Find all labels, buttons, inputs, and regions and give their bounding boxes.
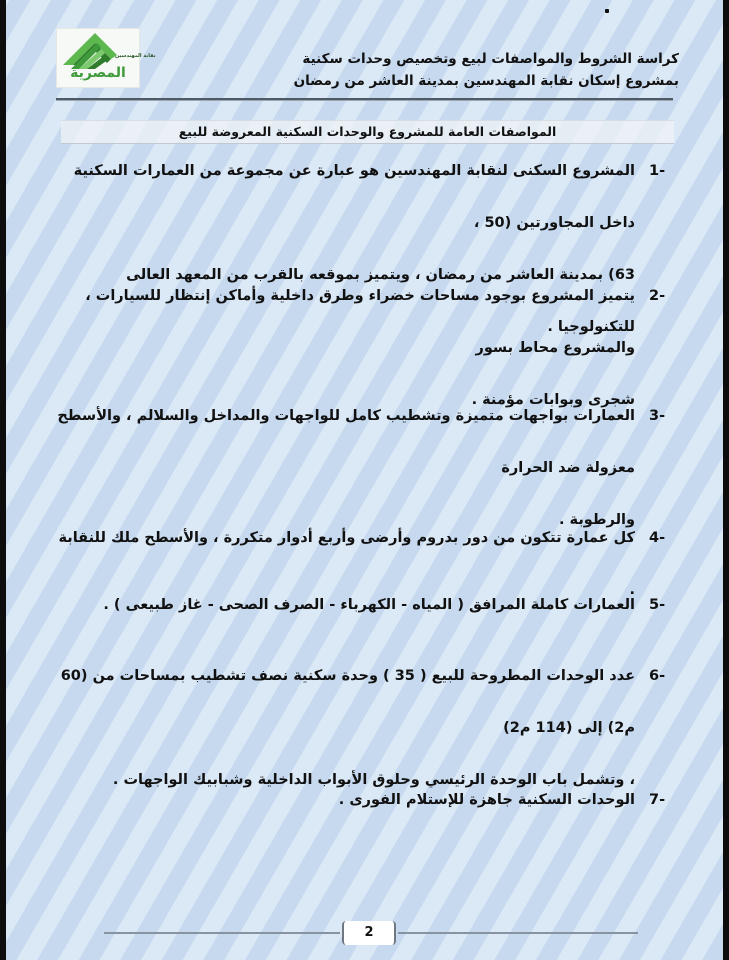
- item-number: 7-: [649, 792, 666, 808]
- header-title-line-2: بمشروع إسكان نقابة المهندسين بمدينة العاشر من رمضان: [293, 73, 679, 89]
- item-line: الوحدات السكنية جاهزة للإستلام الفورى .: [338, 792, 635, 808]
- item-line: يتميز المشروع بوجود مساحات خضراء وطرق داخلية وأماكن إنتظار للسيارات ، والمشروع محاط بسور: [85, 288, 635, 356]
- page-number: 2: [342, 921, 396, 945]
- item-number: 2-: [649, 288, 666, 304]
- header-title-line-1: كراسة الشروط والمواصفات لبيع وتخصيص وحدات سكنية: [302, 51, 679, 67]
- item-number: 6-: [649, 668, 666, 684]
- footer-divider-left: [104, 932, 340, 934]
- item-line: المشروع السكنى لنقابة المهندسين هو عبارة عن مجموعة من العمارات السكنية داخل المجاورتين (50 ،: [73, 163, 635, 231]
- list-item-5: [55, 579, 675, 631]
- syndicate-logo: [56, 28, 156, 88]
- item-line: ، وتشمل باب الوحدة الرئيسي وحلوق الأبواب الداخلية وشبابيك الواجهات .: [112, 772, 635, 788]
- item-line: 63) بمدينة العاشر من رمضان ، ويتميز بموقعه بالقرب من المعهد العالى للتكنولوجيا .: [126, 267, 635, 335]
- item-line: والرطوبة .: [559, 512, 635, 528]
- item-number: 4-: [649, 530, 666, 546]
- list-item-7: [55, 774, 675, 826]
- scan-dot: [605, 9, 609, 13]
- document-page: [6, 0, 723, 960]
- header-divider: [56, 98, 673, 100]
- section-title: المواصفات العامة للمشروع والوحدات السكنية المعروضة للبيع: [61, 120, 674, 144]
- item-line: كل عمارة تتكون من دور بدروم وأرضى وأربع أدوار متكررة ، والأسطح ملك للنقابة .: [58, 530, 635, 598]
- document-header: [259, 48, 679, 92]
- item-number: 1-: [649, 163, 666, 179]
- footer-divider-right: [398, 932, 638, 934]
- item-line: شجرى وبوابات مؤمنة .: [471, 392, 635, 408]
- item-line: عدد الوحدات المطروحة للبيع ( 35 ) وحدة سكنية نصف تشطيب بمساحات من (60 م2) إلى (114 م2): [60, 668, 635, 736]
- item-number: 3-: [649, 408, 666, 424]
- item-line: العمارات بواجهات متميزة وتشطيب كامل للواجهات والمداخل والسلالم ، والأسطح معزولة ضد الحرارة: [57, 408, 635, 476]
- logo-caption: نقابة المهندسين: [115, 53, 156, 59]
- item-number: 5-: [649, 597, 666, 613]
- item-line: العمارات كاملة المرافق ( المياه - الكهرباء - الصرف الصحى - غاز طبيعى ) .: [103, 597, 635, 613]
- logo-name: المصرية: [70, 65, 126, 81]
